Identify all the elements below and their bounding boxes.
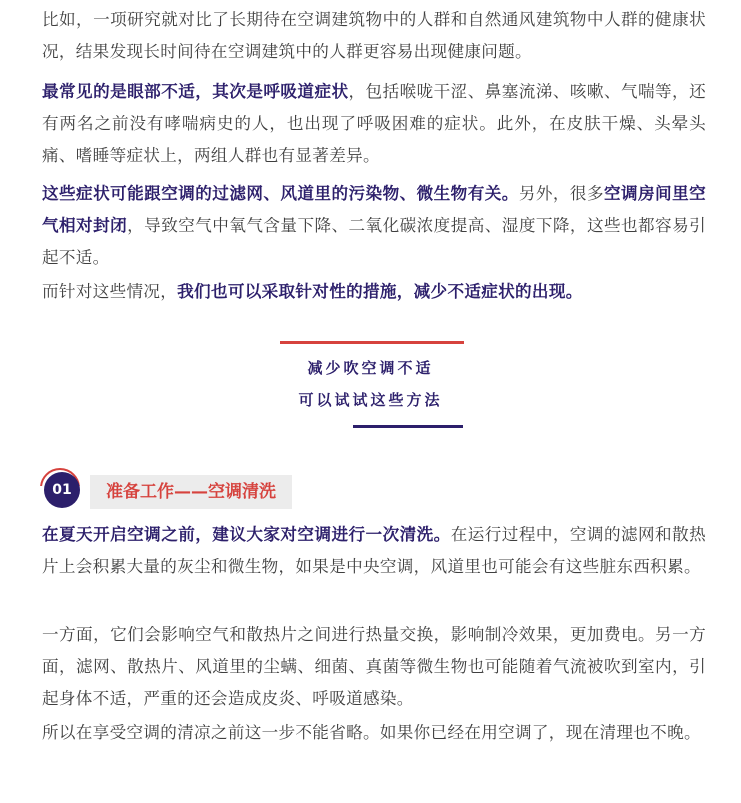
section-number-badge: 01: [44, 472, 80, 508]
paragraph-text: 而针对这些情况，: [42, 282, 178, 301]
paragraph-text: ，包括喉咙干涩、鼻塞流涕、咳嗽、气喘等，还有两名之前没有哮喘病史的人，也出现了呼吸困难的症状。此外，在皮肤干燥、头晕头痛、嗜睡等症状上，两组人群也有显著差异。: [42, 82, 706, 165]
emphasis-text: 空调房间里空气相对封闭: [42, 184, 707, 235]
paragraph-conclusion: [42, 717, 706, 749]
divider-bottom-bar: [353, 425, 463, 428]
paragraph-causes: [42, 178, 706, 274]
emphasis-text: 我们也可以采取针对性的措施，减少不适症状的出现。: [177, 282, 583, 301]
emphasis-text: 最常见的是眼部不适，其次是呼吸道症状: [42, 82, 349, 101]
paragraph-text: 一方面，它们会影响空气和散热片之间进行热量交换，影响制冷效果，更加费电。另一方面，滤网、散热片、风道里的尘螨、细菌、真菌等微生物也可能随着气流被吹到室内，引起身体不适，严重的还会造成皮炎、呼吸道感染。: [42, 625, 706, 708]
paragraph-text: ，导致空气中氧气含量下降、二氧化碳浓度提高、湿度下降，这些也都容易引起不适。: [42, 216, 707, 267]
section-heading: [44, 472, 344, 512]
divider-heading-line1: 减少吹空调不适: [307, 359, 434, 377]
paragraph-cleaning: [42, 519, 706, 583]
paragraph-text: 在运行过程中，空调的滤网和散热片上会积累大量的灰尘和微生物，如果是中央空调，风道里也可能会有这些脏东西积累。: [42, 525, 707, 576]
paragraph-study: [42, 4, 706, 68]
paragraph-symptoms: [42, 76, 706, 172]
emphasis-text: 在夏天开启空调之前，建议大家对空调进行一次清洗。: [42, 525, 451, 544]
paragraph-text: 另外，很多: [518, 184, 604, 203]
section-title: 准备工作——空调清洗: [90, 475, 292, 509]
divider-top-bar: [280, 341, 464, 344]
paragraph-text: 比如，一项研究就对比了长期待在空调建筑物中的人群和自然通风建筑物中人群的健康状况，结果发现长时间待在空调建筑中的人群更容易出现健康问题。: [42, 10, 706, 61]
emphasis-text: 这些症状可能跟空调的过滤网、风道里的污染物、微生物有关。: [42, 184, 519, 203]
divider-heading-line2: 可以试试这些方法: [298, 391, 443, 409]
paragraph-measures: [42, 276, 706, 308]
paragraph-effects: [42, 619, 706, 715]
paragraph-text: 所以在享受空调的清凉之前这一步不能省略。如果你已经在用空调了，现在清理也不晚。: [42, 723, 701, 742]
